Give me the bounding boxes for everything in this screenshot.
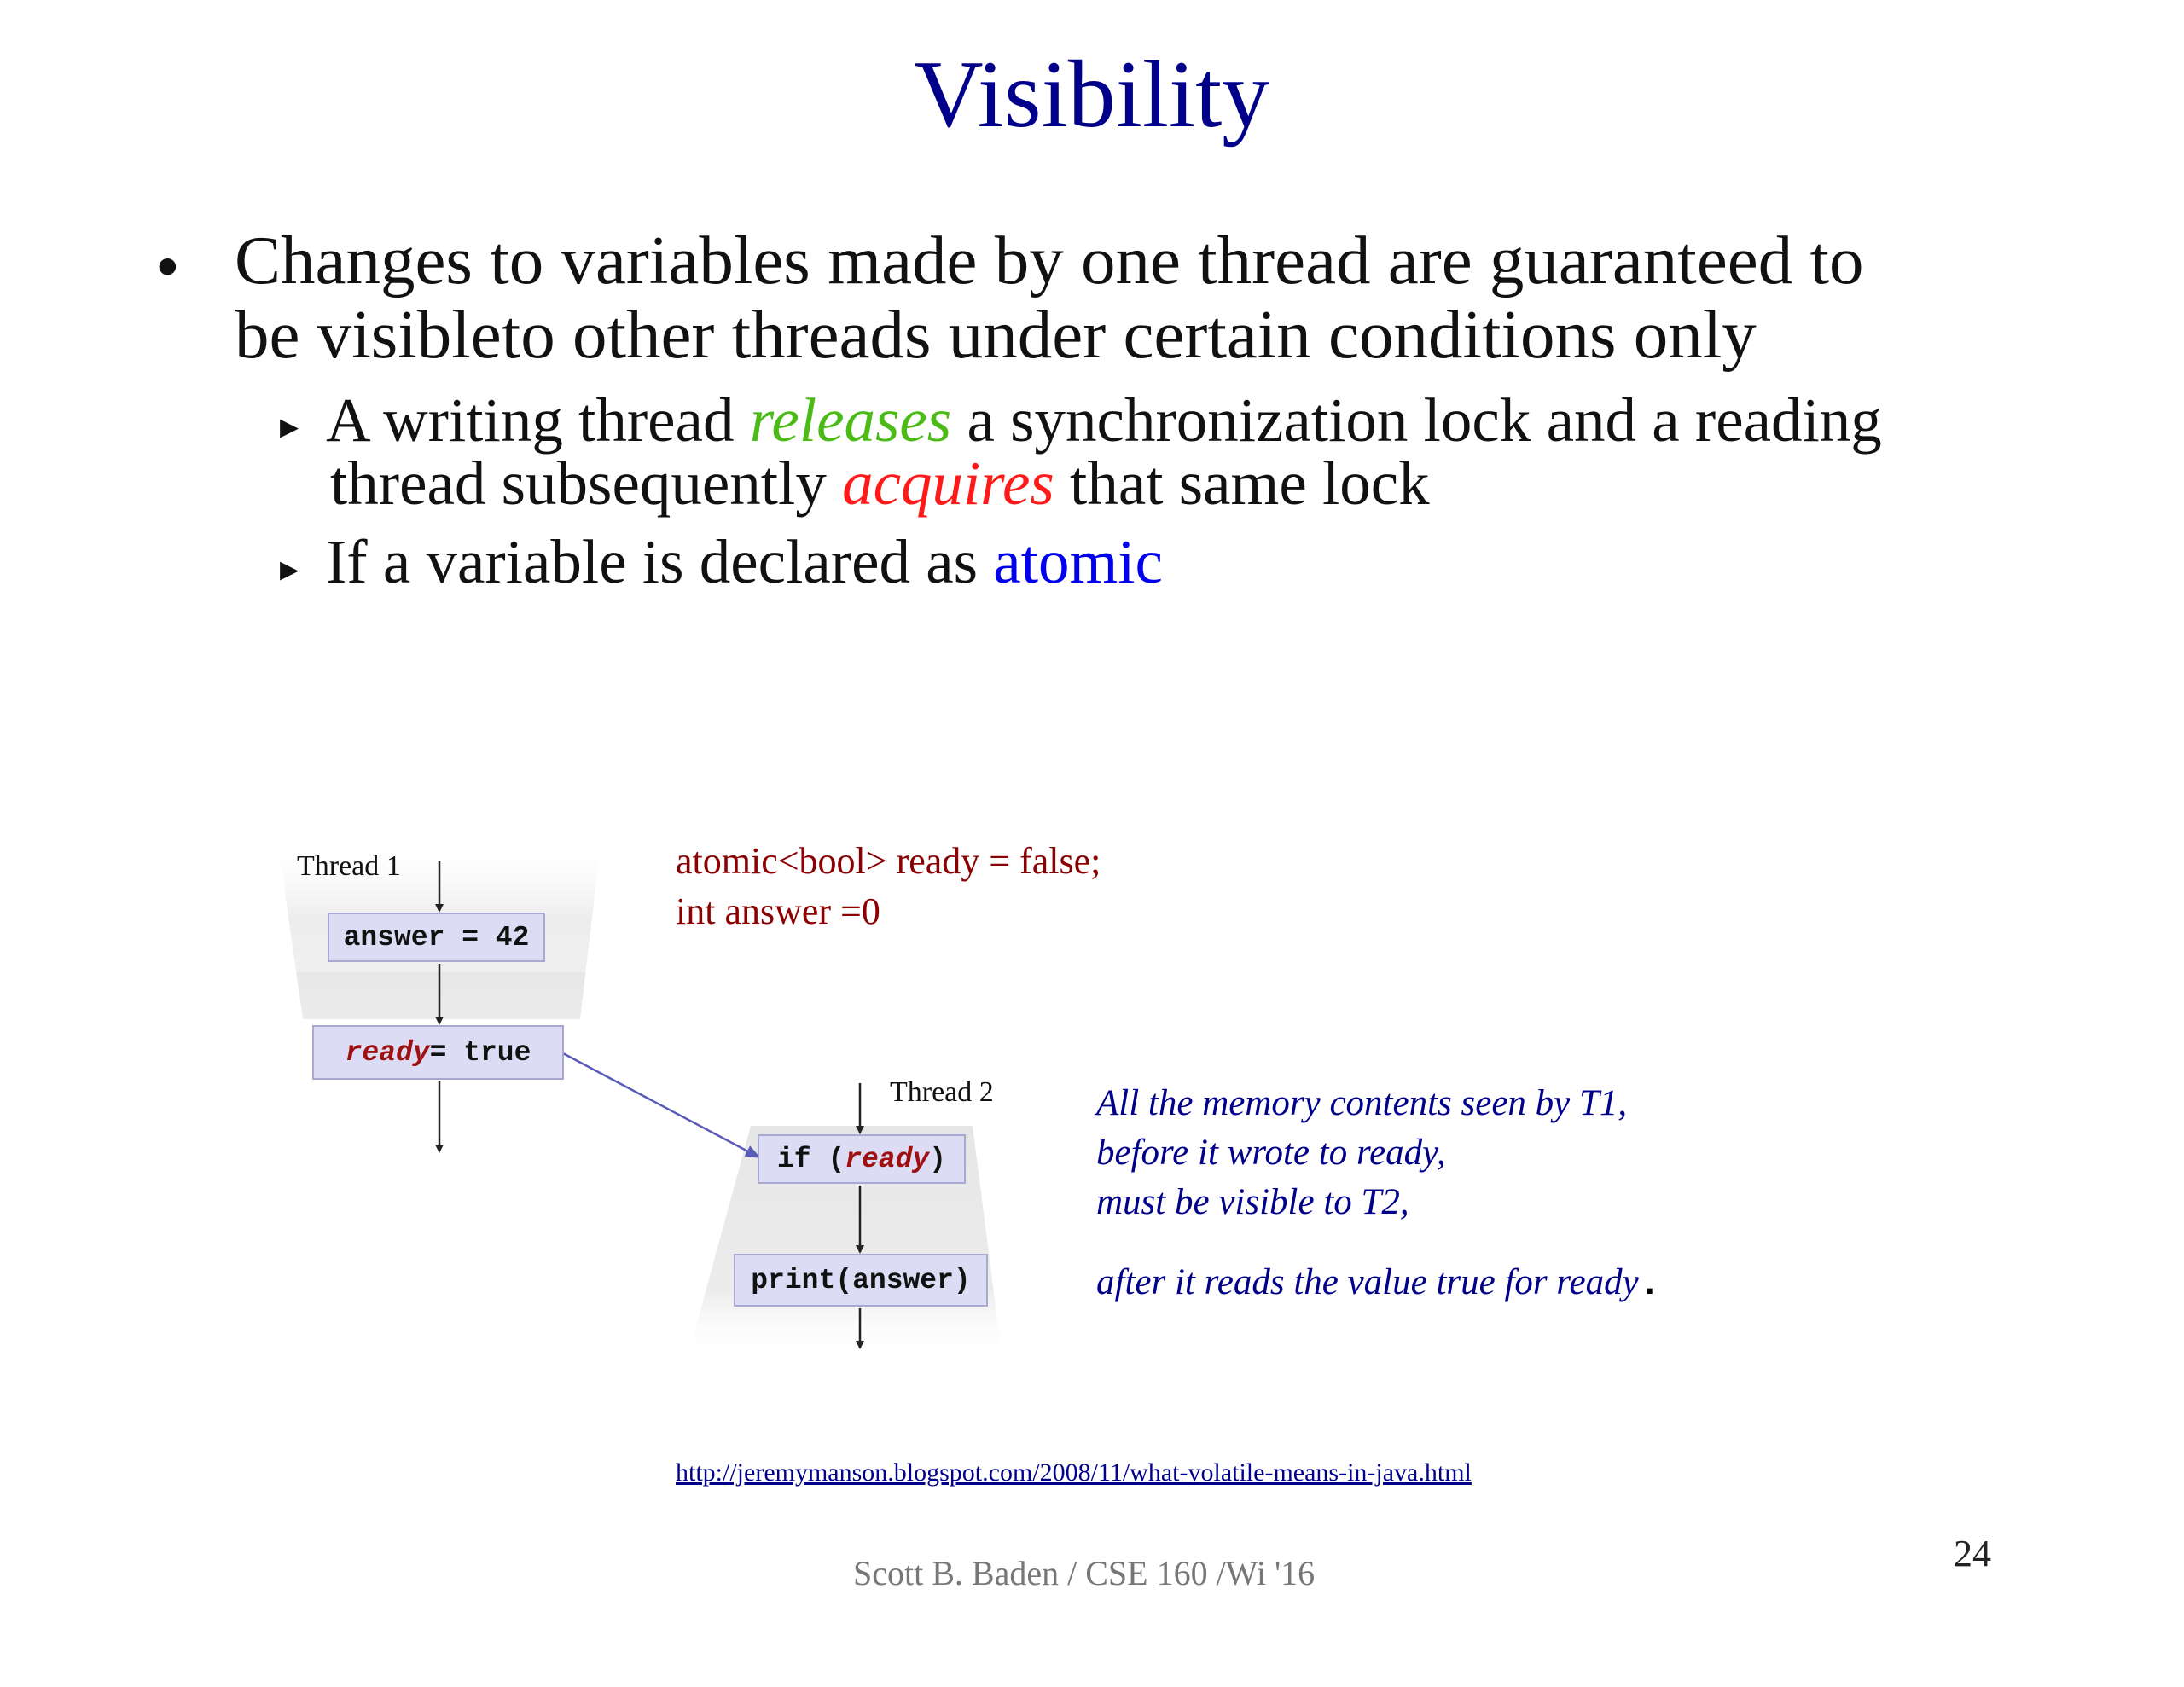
- bullet-line-1: Changes to variables made by one thread are guaranteed to: [235, 222, 1864, 299]
- sub-bullet-1-text-c: thread subsequently: [330, 449, 843, 518]
- sub-bullet-2-text: If a variable is declared as: [326, 527, 994, 596]
- slide-footer: Scott B. Baden / CSE 160 /Wi '16: [853, 1554, 1316, 1592]
- ready-keyword: ready: [345, 1036, 430, 1069]
- sub-bullet-1-text-a: A writing thread: [326, 386, 750, 455]
- declaration-line-1: atomic<bool> ready = false;: [676, 840, 1101, 882]
- sub-bullet-1-text-b: a synchronization lock and a reading: [951, 386, 1882, 455]
- print-answer-box: print(answer): [734, 1254, 988, 1307]
- thread-2-label: Thread 2: [890, 1076, 994, 1108]
- acquires-keyword: acquires: [842, 449, 1054, 518]
- ready-assign-text: = true: [429, 1036, 531, 1069]
- note-line-3: must be visible to T2,: [1096, 1182, 1409, 1222]
- if-text: if (: [776, 1143, 845, 1175]
- note-line-4-text: after it reads the value true for ready: [1096, 1262, 1639, 1302]
- slide-title: Visibility: [914, 42, 1270, 148]
- sync-arrow: [561, 1052, 759, 1157]
- triangle-bullet-icon: ▸: [280, 405, 299, 447]
- if-close-paren: ): [929, 1143, 947, 1175]
- ready-keyword: ready: [845, 1143, 930, 1175]
- atomic-keyword: atomic: [993, 527, 1163, 596]
- thread-1-label: Thread 1: [297, 850, 401, 882]
- note-period: .: [1638, 1263, 1661, 1305]
- answer-assign-box: answer = 42: [328, 913, 545, 962]
- bullet-dot: •: [155, 228, 180, 305]
- note-line-4: [1096, 1262, 1661, 1305]
- declaration-line-2: int answer =0: [676, 890, 880, 932]
- note-line-1: All the memory contents seen by T1,: [1096, 1083, 1628, 1123]
- releases-keyword: releases: [749, 386, 952, 455]
- page-number: 24: [1954, 1533, 1991, 1574]
- ready-assign-box: [312, 1025, 564, 1080]
- source-link[interactable]: http://jeremymanson.blogspot.com/2008/11/what-volatile-means-in-java.html: [676, 1458, 1472, 1487]
- triangle-bullet-icon: ▸: [280, 548, 299, 589]
- if-ready-box: [758, 1134, 966, 1184]
- sub-bullet-1-text-d: that same lock: [1054, 449, 1430, 518]
- note-line-2: before it wrote to ready,: [1096, 1133, 1446, 1173]
- bullet-line-2: be visibleto other threads under certain conditions only: [235, 296, 1757, 373]
